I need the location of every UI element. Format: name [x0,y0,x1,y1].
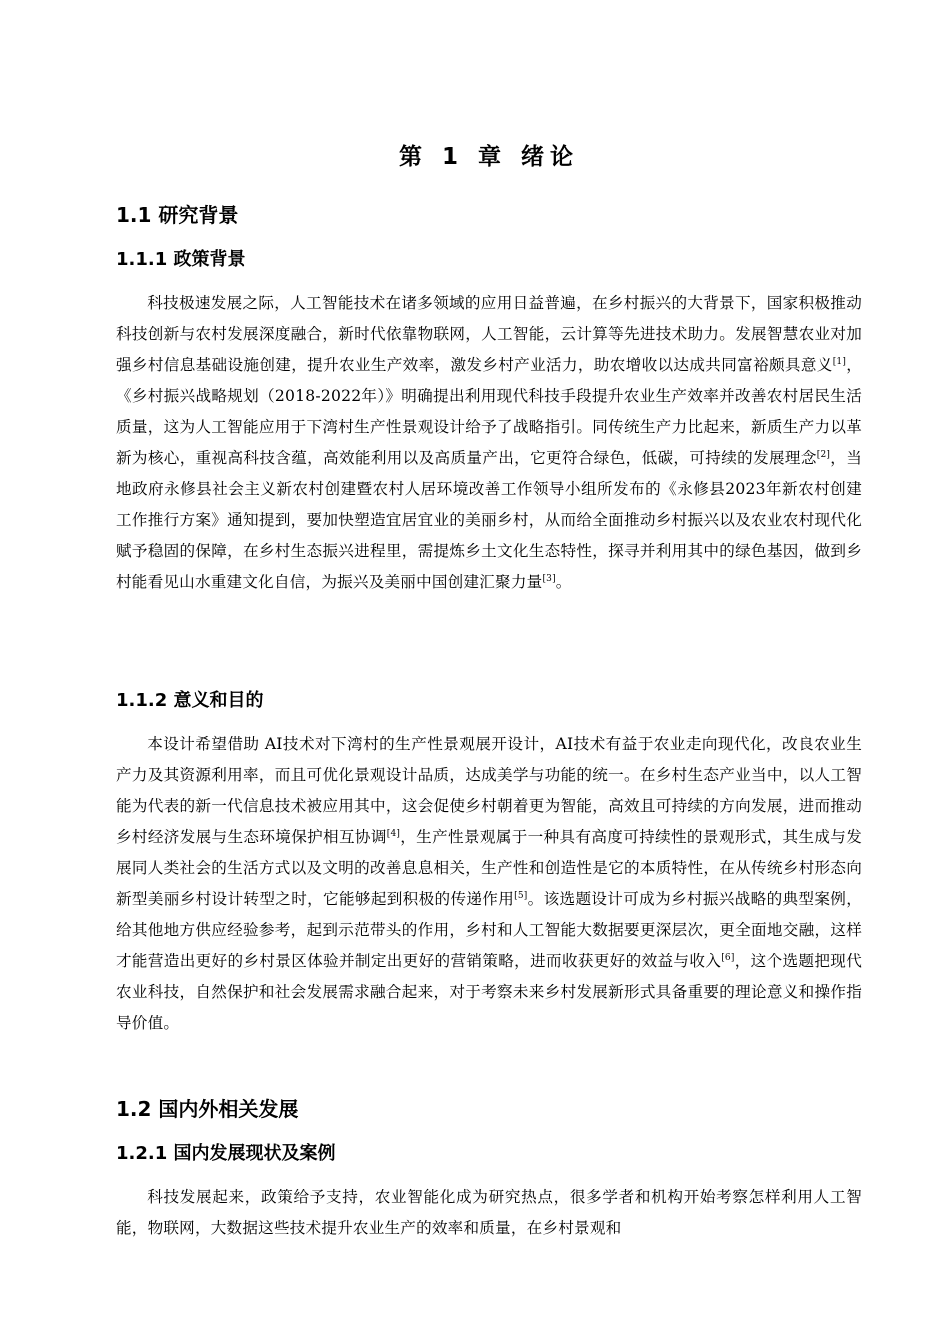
section-heading-1-1: 1.1 研究背景 [116,203,239,227]
paragraph-text: ，生产性景观属于一种具有高度可持续性的景观形式，其生成与发展同人类社会的生活方式以及文明的改善息息相关，生产性和创造性是它的本质特性，在从传统乡村形态向新型美丽乡村设计转型之时，它能够起到积极的传递作用 [116,828,862,908]
subsection-heading-1-1-1: 1.1.1 政策背景 [116,249,246,270]
citation: [6] [721,952,735,963]
citation: [1] [832,356,847,367]
citation: [4] [386,828,401,839]
paragraph-text: 科技极速发展之际，人工智能技术在诸多领域的应用日益普遍，在乡村振兴的大背景下，国家积极推动科技创新与农村发展深度融合，新时代依靠物联网，人工智能，云计算等先进技术助力。发展智慧农业对加强乡村信息基础设施创建，提升农业生产效率，激发乡村产业活力，助农增收以达成共同富裕颇具意义 [116,294,862,374]
section-heading-1-2: 1.2 国内外相关发展 [116,1097,299,1121]
paragraph-text: 。该选题设计可成为乡村振兴战略的典型案例，给其他地方供应经验参考，起到示范带头的作用，乡村和人工智能大数据要更深层次，更全面地交融，这样才能营造出更好的乡村景区体验并制定出更好的营销策略，进而收获更好的效益与收入 [116,890,862,970]
paragraph-text: ，《乡村振兴战略规划（2018-2022年）》明确提出利用现代科技手段提升农业生产效率并改善农村居民生活质量，这为人工智能应用于下湾村生产性景观设计给予了战略指引。同传统生产力比起来，新质生产力以革新为核心，重视高科技含蕴，高效能利用以及高质量产出，它更符合绿色，低碳，可持续的发展理念 [116,356,862,467]
paragraph-text: 本设计希望借助 AI技术对下湾村的生产性景观展开设计，AI技术有益于农业走向现代化，改良农业生产力及其资源利用率，而且可优化景观设计品质，达成美学与功能的统一。在乡村生态产业当中，以人工智能为代表的新一代信息技术被应用其中，这会促使乡村朝着更为智能，高效且可持续的方向发展，进而推动乡村经济发展与生态环境保护相互协调 [116,735,862,846]
paragraph-significance [116,729,862,1039]
paragraph-domestic-status [116,1182,862,1244]
chapter-title: 第 1 章 绪论 [398,144,580,170]
citation: [5] [514,890,528,901]
paragraph-text: ，当地政府永修县社会主义新农村创建暨农村人居环境改善工作领导小组所发布的《永修县2023年新农村创建工作推行方案》通知提到，要加快塑造宜居宜业的美丽乡村，从而给全面推动乡村振兴以及农业农村现代化赋予稳固的保障，在乡村生态振兴进程里，需提炼乡土文化生态特性，探寻并利用其中的绿色基因，做到乡村能看见山水重建文化自信，为振兴及美丽中国创建汇聚力量 [116,449,862,591]
paragraph-text: 。 [555,573,572,591]
citation: [3] [542,573,556,584]
paragraph-policy-background [116,288,862,598]
paragraph-text: 科技发展起来，政策给予支持，农业智能化成为研究热点，很多学者和机构开始考察怎样利用人工智能，物联网，大数据这些技术提升农业生产的效率和质量，在乡村景观和 [116,1188,862,1237]
citation: [2] [816,449,831,460]
subsection-heading-1-2-1: 1.2.1 国内发展现状及案例 [116,1143,336,1164]
subsection-heading-1-1-2: 1.1.2 意义和目的 [116,690,264,711]
paragraph-text: ，这个选题把现代农业科技，自然保护和社会发展需求融合起来，对于考察未来乡村发展新形式具备重要的理论意义和操作指导价值。 [116,952,862,1032]
